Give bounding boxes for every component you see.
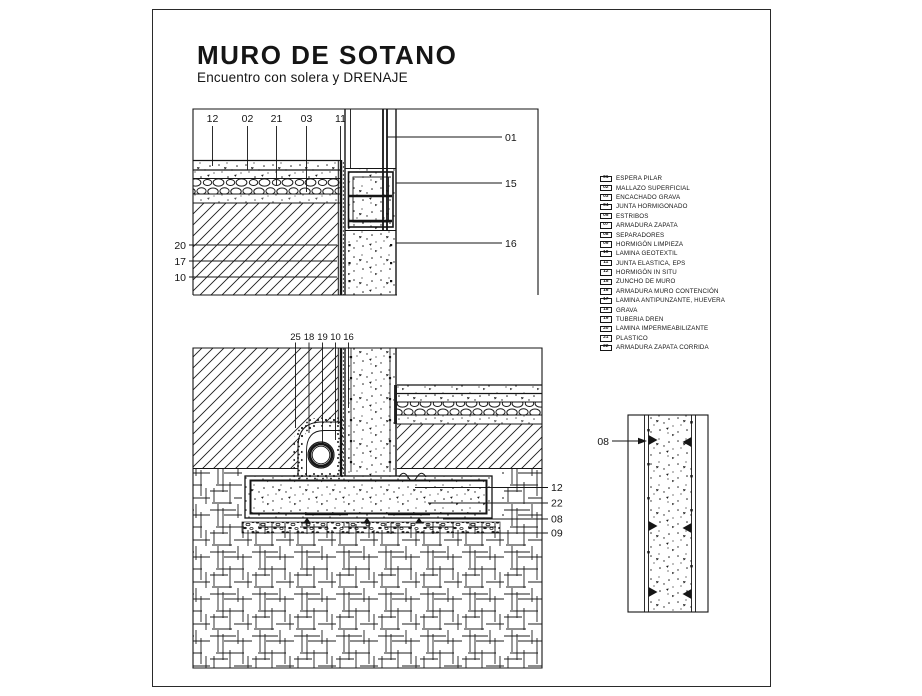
right-callout-leaders: [387, 137, 502, 243]
callout-left-20: 20: [174, 240, 186, 252]
soil-hatch-right: [397, 424, 542, 468]
legend-number-box: 21: [600, 335, 612, 341]
callout-bright-09: 09: [551, 527, 563, 540]
legend-label: MALLAZO SUPERFICIAL: [616, 184, 691, 192]
page-title: MURO DE SOTANO: [197, 40, 458, 70]
legend-item: [600, 324, 725, 333]
legend-item: [600, 221, 725, 230]
legend-label: PLASTICO: [616, 334, 648, 342]
legend-number-box: 19: [600, 316, 612, 322]
legend-item: [600, 249, 725, 258]
callout-detail-08: 08: [597, 436, 609, 448]
legend-item: [600, 277, 725, 286]
footing: [245, 476, 492, 518]
callout-btm-25: 25: [290, 332, 301, 343]
legend-number-box: 02: [600, 185, 612, 191]
callout-right-16: 16: [505, 238, 517, 250]
callout-right-15: 15: [505, 178, 517, 190]
legend-label: HORMIGÓN IN SITU: [616, 269, 677, 277]
legend-item: [600, 315, 725, 324]
legend-label: LAMINA ANTIPUNZANTE, HUEVERA: [616, 297, 726, 305]
bottom-detail: [193, 332, 563, 668]
callout-btm-19: 19: [317, 332, 328, 343]
callout-btm-10: 10: [330, 332, 341, 343]
title-block: [197, 42, 457, 85]
legend-number-box: 05: [600, 213, 612, 219]
legend-label: HORMIGÓN LIMPIEZA: [616, 240, 684, 248]
callout-bright-12: 12: [551, 482, 563, 494]
legend-label: ZUNCHO DE MURO: [616, 278, 676, 286]
legend-label: LAMINA IMPERMEABILIZANTE: [616, 325, 709, 333]
callout-bright-08: 08: [551, 513, 563, 526]
soil-hatch: [193, 203, 338, 295]
callout-left-10: 10: [174, 272, 186, 284]
legend-number-box: 08: [600, 232, 612, 238]
legend-label: LAMINA GEOTEXTIL: [616, 250, 678, 258]
legend-label: ENCACHADO GRAVA: [616, 193, 681, 201]
legend-label: ESPERA PILAR: [616, 175, 663, 183]
legend-label: ARMADURA ZAPATA: [616, 222, 678, 230]
wall-section-detail: [597, 415, 708, 612]
leader-arrowhead: [638, 438, 647, 444]
legend: [600, 174, 725, 352]
legend-item: [600, 259, 725, 268]
legend-label: ESTRIBOS: [616, 212, 649, 220]
legend-item: [600, 287, 725, 296]
legend-label: GRAVA: [616, 306, 638, 314]
drain-pocket: [298, 422, 341, 476]
legend-number-box: 22: [600, 345, 612, 351]
callout-left-17: 17: [174, 256, 186, 268]
legend-item: [600, 343, 725, 352]
legend-item: [600, 296, 725, 305]
callout-top-11: 11: [335, 113, 346, 125]
legend-label: ARMADURA MURO CONTENCIÓN: [616, 287, 719, 295]
legend-number-box: 10: [600, 251, 612, 257]
legend-item: [600, 193, 725, 202]
legend-label: SEPARADORES: [616, 231, 665, 239]
legend-number-box: 20: [600, 326, 612, 332]
legend-item: [600, 183, 725, 192]
legend-item: [600, 334, 725, 343]
lean-concrete-strip: [242, 522, 500, 533]
legend-number-box: 17: [600, 298, 612, 304]
legend-item: [600, 174, 725, 183]
legend-number-box: 07: [600, 222, 612, 228]
legend-number-box: 01: [600, 176, 612, 182]
callout-btm-16: 16: [343, 332, 354, 343]
legend-number-box: 09: [600, 241, 612, 247]
callout-top-21: 21: [270, 113, 283, 125]
legend-item: [600, 240, 725, 249]
callout-top-12: 12: [206, 113, 219, 125]
legend-number-box: 12: [600, 269, 612, 275]
legend-item: [600, 230, 725, 239]
legend-number-box: 11: [600, 260, 612, 266]
callout-bright-22: 22: [551, 497, 563, 510]
legend-number-box: 04: [600, 204, 612, 210]
legend-label: TUBERIA DREN: [616, 316, 664, 324]
legend-item: [600, 202, 725, 211]
top-detail: [174, 109, 538, 295]
legend-number-box: 03: [600, 194, 612, 200]
legend-item: [600, 212, 725, 221]
callout-btm-18: 18: [303, 332, 315, 343]
callout-top-03: 03: [300, 113, 313, 125]
legend-label: JUNTA HORMIGONADO: [616, 203, 688, 211]
wall-section: [345, 348, 396, 476]
legend-item: [600, 305, 725, 314]
page-subtitle: Encuentro con solera y DRENAJE: [197, 70, 408, 86]
legend-number-box: 15: [600, 279, 612, 285]
legend-number-box: 18: [600, 307, 612, 313]
callout-right-01: 01: [505, 132, 517, 144]
legend-label: ARMADURA ZAPATA CORRIDA: [616, 344, 709, 352]
legend-item: [600, 268, 725, 277]
callout-top-02: 02: [241, 113, 254, 125]
legend-label: JUNTA ELASTICA, EPS: [616, 259, 686, 267]
legend-number-box: 16: [600, 288, 612, 294]
